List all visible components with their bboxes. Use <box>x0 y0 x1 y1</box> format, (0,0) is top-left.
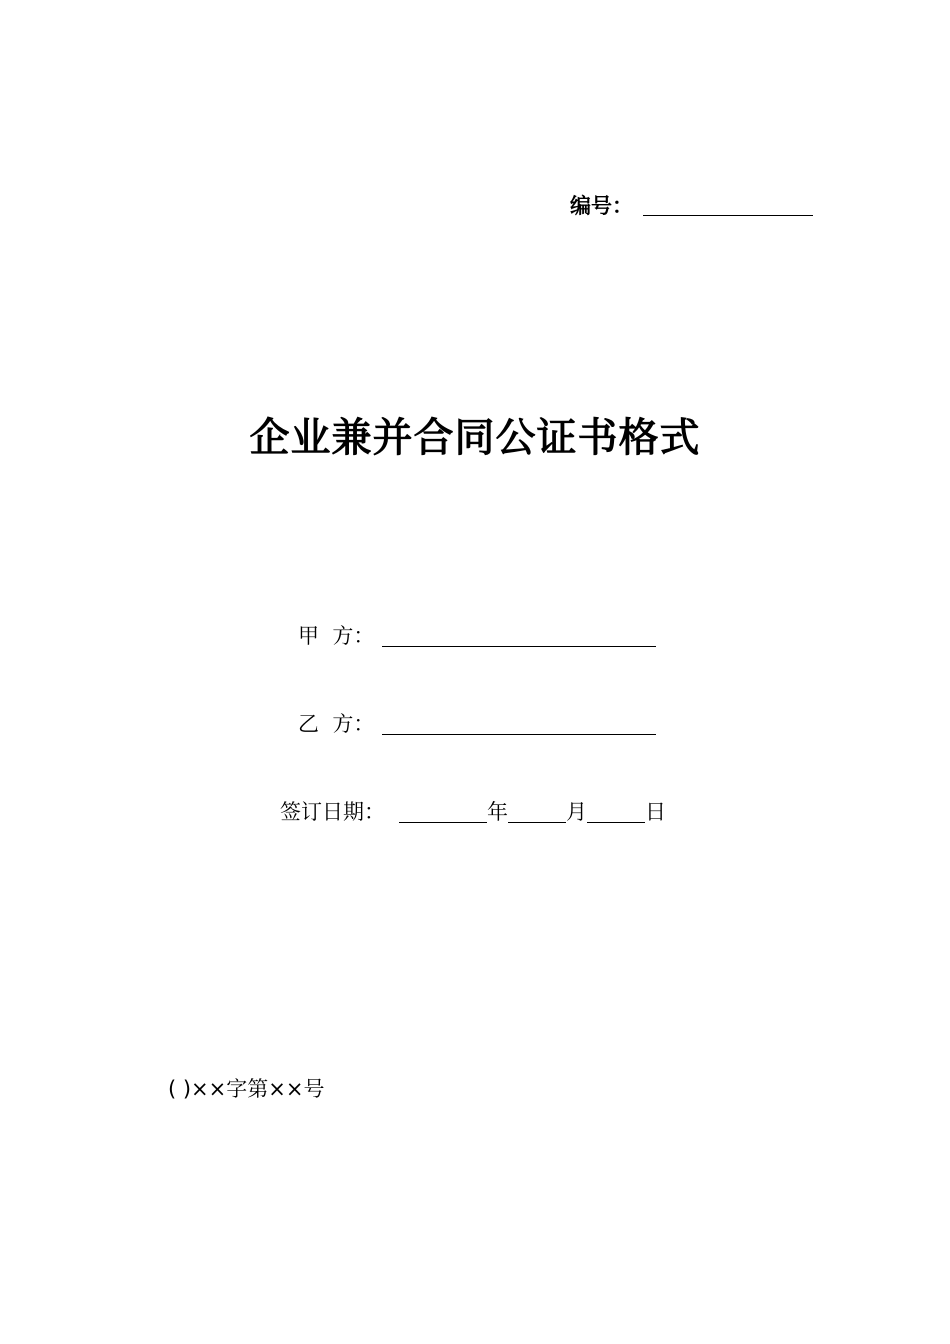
signing-date-row <box>280 794 666 826</box>
month-blank <box>508 798 566 823</box>
party-a-row <box>298 618 656 650</box>
serial-number-blank <box>643 191 813 216</box>
document-title: 企业兼并合同公证书格式 <box>249 415 701 461</box>
party-b-row <box>298 706 656 738</box>
year-blank <box>399 798 487 823</box>
party-a-blank <box>382 622 656 647</box>
month-unit: 月 <box>566 800 587 824</box>
day-unit: 日 <box>645 800 666 824</box>
serial-number-row <box>570 190 813 220</box>
serial-number-label: 编号： <box>570 194 633 218</box>
party-b-blank <box>382 710 656 735</box>
party-b-label: 乙 方： <box>298 712 375 736</box>
day-blank <box>587 798 645 823</box>
year-unit: 年 <box>487 800 508 824</box>
party-a-label: 甲 方： <box>298 624 375 648</box>
signing-date-label: 签订日期： <box>280 800 385 824</box>
notary-document-number: ( )××字第××号 <box>168 1077 325 1101</box>
